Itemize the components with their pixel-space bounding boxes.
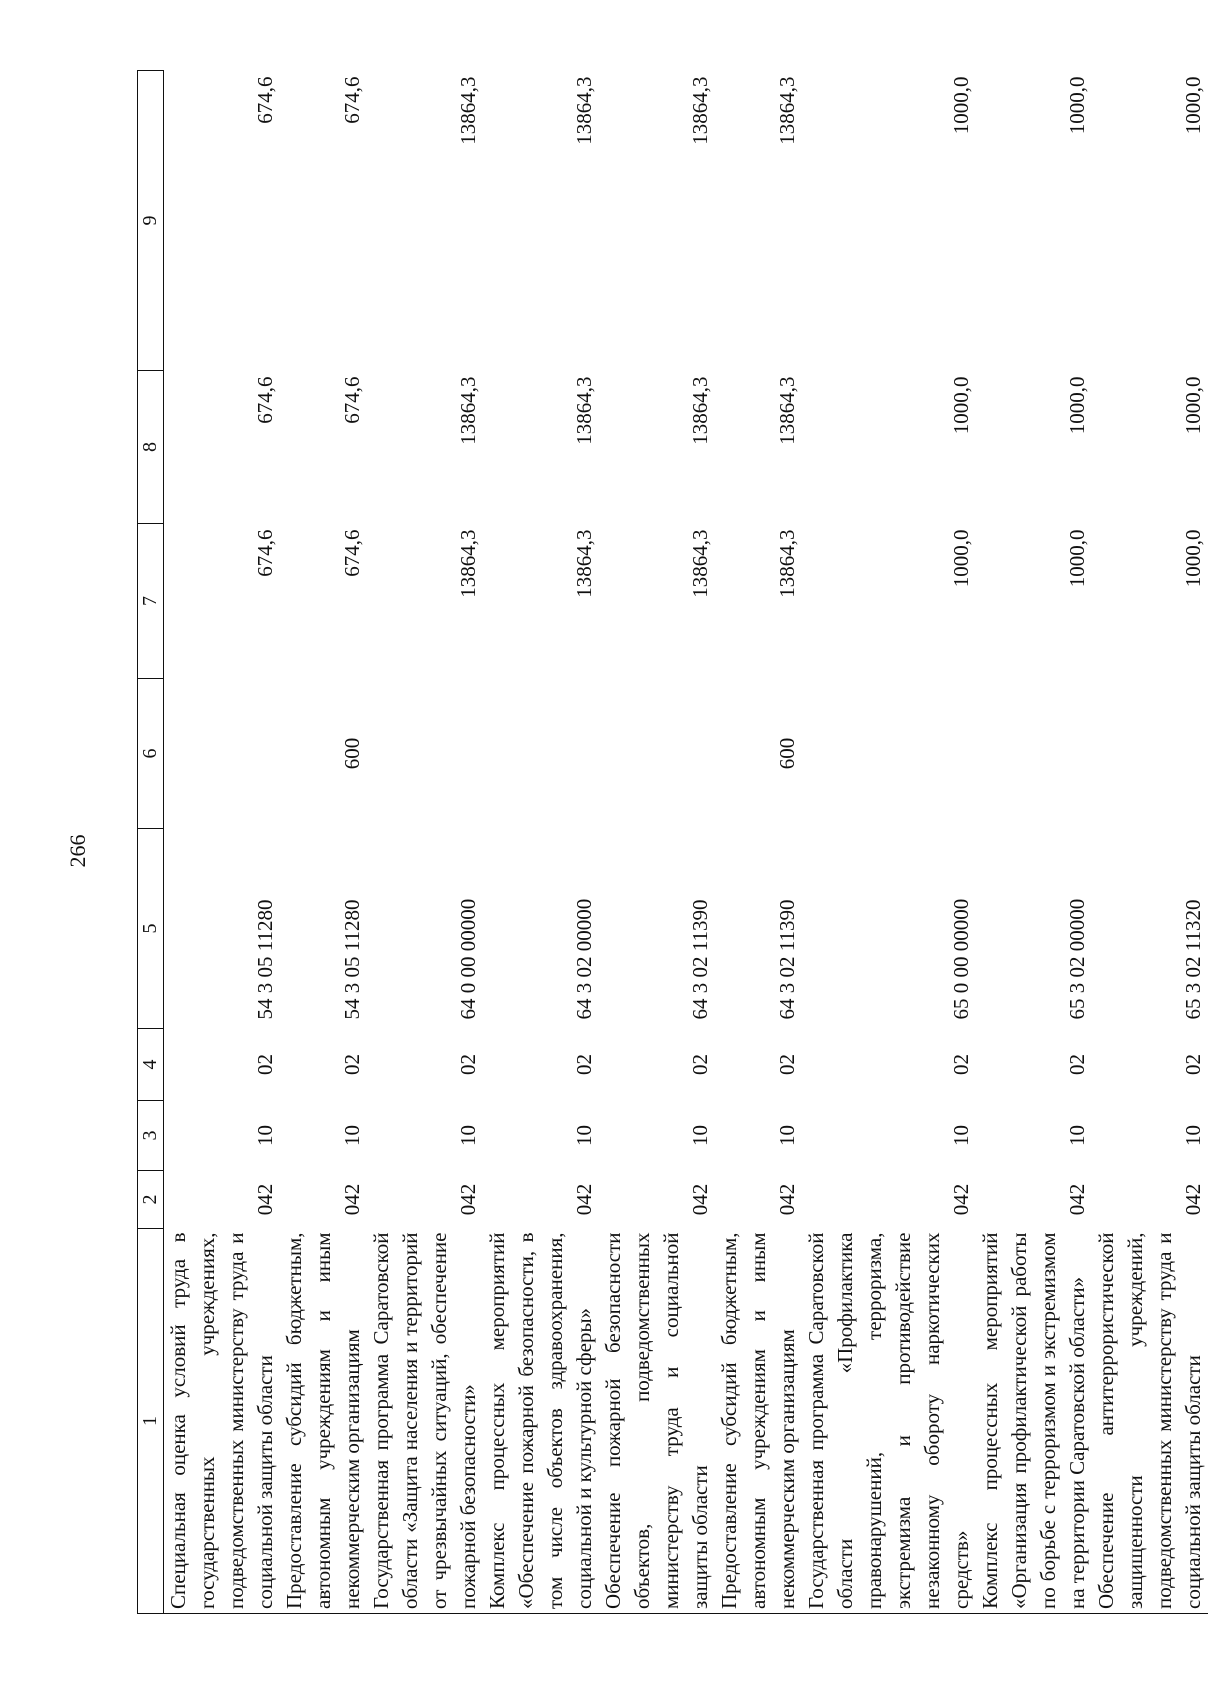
- amount-cell-col9: 674,6: [340, 76, 364, 124]
- column-header-8: 8: [138, 371, 164, 524]
- table-header: [138, 71, 164, 1614]
- amount-cell-col9: 13864,3: [456, 76, 480, 145]
- ministry-code-cell: 042: [572, 1183, 596, 1216]
- row-name-cell: Предоставление субсидий бюджетным, автономным учреждениям и иным некоммерческим организациям: [715, 1229, 802, 1614]
- subsection-code-cell: 02: [253, 1054, 277, 1075]
- column-header-4: 4: [138, 1029, 164, 1101]
- column-header-3: 3: [138, 1101, 164, 1171]
- amount-cell-col9: 1000,0: [949, 76, 973, 135]
- table-row: [599, 71, 715, 1614]
- table-row: [1092, 71, 1208, 1614]
- target-article-cell: 65 3 02 00000: [1065, 898, 1089, 1020]
- amount-cell-col7: 674,6: [253, 529, 277, 577]
- amount-cell-col7: 1000,0: [1181, 529, 1205, 588]
- expense-type-cell: [367, 679, 483, 829]
- target-article-cell: 64 3 02 11390: [775, 899, 799, 1020]
- section-code-cell: 10: [572, 1125, 596, 1146]
- section-code-cell: 10: [456, 1125, 480, 1146]
- amount-cell-col8: 1000,0: [1065, 376, 1089, 435]
- amount-cell-col7: 1000,0: [1065, 529, 1089, 588]
- row-name-cell: Предоставление субсидий бюджетным, автономным учреждениям и иным некоммерческим организациям: [280, 1229, 367, 1614]
- subsection-code-cell: 02: [949, 1054, 973, 1075]
- amount-cell-col7: 1000,0: [949, 529, 973, 588]
- table-row: [976, 71, 1092, 1614]
- ministry-code-cell: 042: [253, 1183, 277, 1216]
- amount-cell-col8: 1000,0: [949, 376, 973, 435]
- row-name-cell: Государственная программа Саратовской области «Профилактика правонарушений, терроризма, экстремизма и противодействие незаконному обороту наркотических средств»: [802, 1229, 976, 1614]
- target-article-cell: 64 3 02 11390: [688, 899, 712, 1020]
- subsection-code-cell: 02: [1181, 1054, 1205, 1075]
- expense-type-cell: [483, 679, 599, 829]
- amount-cell-col9: 13864,3: [688, 76, 712, 145]
- amount-cell-col9: 13864,3: [775, 76, 799, 145]
- header-row: [138, 71, 164, 1614]
- row-name-cell: Специальная оценка условий труда в государственных учреждениях, подведомственных министерству труда и социальной защиты области: [164, 1229, 281, 1614]
- row-name-cell: Государственная программа Саратовской области «Защита населения и территорий от чрезвычайных ситуаций, обеспечение пожарной безопасности»: [367, 1229, 483, 1614]
- target-article-cell: 64 0 00 00000: [456, 898, 480, 1020]
- section-code-cell: 10: [688, 1125, 712, 1146]
- section-code-cell: 10: [1181, 1125, 1205, 1146]
- page-number: 266: [65, 834, 90, 868]
- ministry-code-cell: 042: [456, 1183, 480, 1216]
- amount-cell-col8: 1000,0: [1181, 376, 1205, 435]
- table-row: [483, 71, 599, 1614]
- table-row: [802, 71, 976, 1614]
- subsection-code-cell: 02: [688, 1054, 712, 1075]
- expense-type-cell: [1092, 679, 1208, 829]
- column-header-6: 6: [138, 679, 164, 829]
- amount-cell-col8: 13864,3: [572, 376, 596, 445]
- subsection-code-cell: 02: [340, 1054, 364, 1075]
- ministry-code-cell: 042: [775, 1183, 799, 1216]
- subsection-code-cell: 02: [572, 1054, 596, 1075]
- target-article-cell: 64 3 02 00000: [572, 898, 596, 1020]
- section-code-cell: 10: [775, 1125, 799, 1146]
- section-code-cell: 10: [949, 1125, 973, 1146]
- column-header-9: 9: [138, 71, 164, 371]
- budget-table: [137, 70, 1208, 1614]
- amount-cell-col8: 13864,3: [456, 376, 480, 445]
- column-header-5: 5: [138, 829, 164, 1029]
- ministry-code-cell: 042: [949, 1183, 973, 1216]
- amount-cell-col7: 13864,3: [572, 529, 596, 598]
- target-article-cell: 54 3 05 11280: [253, 899, 277, 1020]
- target-article-cell: 54 3 05 11280: [340, 899, 364, 1020]
- ministry-code-cell: 042: [1065, 1183, 1089, 1216]
- target-article-cell: 65 3 02 11320: [1181, 899, 1205, 1020]
- amount-cell-col8: 674,6: [253, 376, 277, 424]
- amount-cell-col7: 13864,3: [456, 529, 480, 598]
- target-article-cell: 65 0 00 00000: [949, 898, 973, 1020]
- column-header-2: 2: [138, 1171, 164, 1229]
- section-code-cell: 10: [253, 1125, 277, 1146]
- expense-type-cell: [599, 679, 715, 829]
- amount-cell-col9: 674,6: [253, 76, 277, 124]
- table-body: [164, 71, 1208, 1614]
- table-row: [280, 71, 367, 1614]
- amount-cell-col9: 13864,3: [572, 76, 596, 145]
- ministry-code-cell: 042: [688, 1183, 712, 1216]
- expense-type-cell: [802, 679, 976, 829]
- ministry-code-cell: 042: [1181, 1183, 1205, 1216]
- amount-cell-col9: 1000,0: [1181, 76, 1205, 135]
- row-name-cell: Комплекс процессных мероприятий «Обеспечение пожарной безопасности, в том числе объектов здравоохранения, социальной и культурной сферы»: [483, 1229, 599, 1614]
- amount-cell-col7: 13864,3: [688, 529, 712, 598]
- table-row: [164, 71, 281, 1614]
- expense-type-cell: [164, 679, 281, 829]
- section-code-cell: 10: [1065, 1125, 1089, 1146]
- subsection-code-cell: 02: [775, 1054, 799, 1075]
- column-header-1: 1: [138, 1229, 164, 1614]
- expense-type-cell: [976, 679, 1092, 829]
- row-name-cell: Комплекс процессных мероприятий «Организация профилактической работы по борьбе с терроризмом и экстремизмом на территории Саратовской области»: [976, 1229, 1092, 1614]
- amount-cell-col7: 674,6: [340, 529, 364, 577]
- amount-cell-col8: 13864,3: [775, 376, 799, 445]
- amount-cell-col8: 674,6: [340, 376, 364, 424]
- section-code-cell: 10: [340, 1125, 364, 1146]
- table-row: [367, 71, 483, 1614]
- subsection-code-cell: 02: [1065, 1054, 1089, 1075]
- expense-type-cell: 600: [775, 737, 799, 770]
- amount-cell-col9: 1000,0: [1065, 76, 1089, 135]
- amount-cell-col8: 13864,3: [688, 376, 712, 445]
- subsection-code-cell: 02: [456, 1054, 480, 1075]
- row-name-cell: Обеспечение антитеррористической защищенности учреждений, подведомственных министерству труда и социальной защиты области: [1092, 1229, 1208, 1614]
- amount-cell-col7: 13864,3: [775, 529, 799, 598]
- expense-type-cell: 600: [340, 737, 364, 770]
- ministry-code-cell: 042: [340, 1183, 364, 1216]
- table-row: [715, 71, 802, 1614]
- column-header-7: 7: [138, 524, 164, 679]
- row-name-cell: Обеспечение пожарной безопасности объектов, подведомственных министерству труда и социальной защиты области: [599, 1229, 715, 1614]
